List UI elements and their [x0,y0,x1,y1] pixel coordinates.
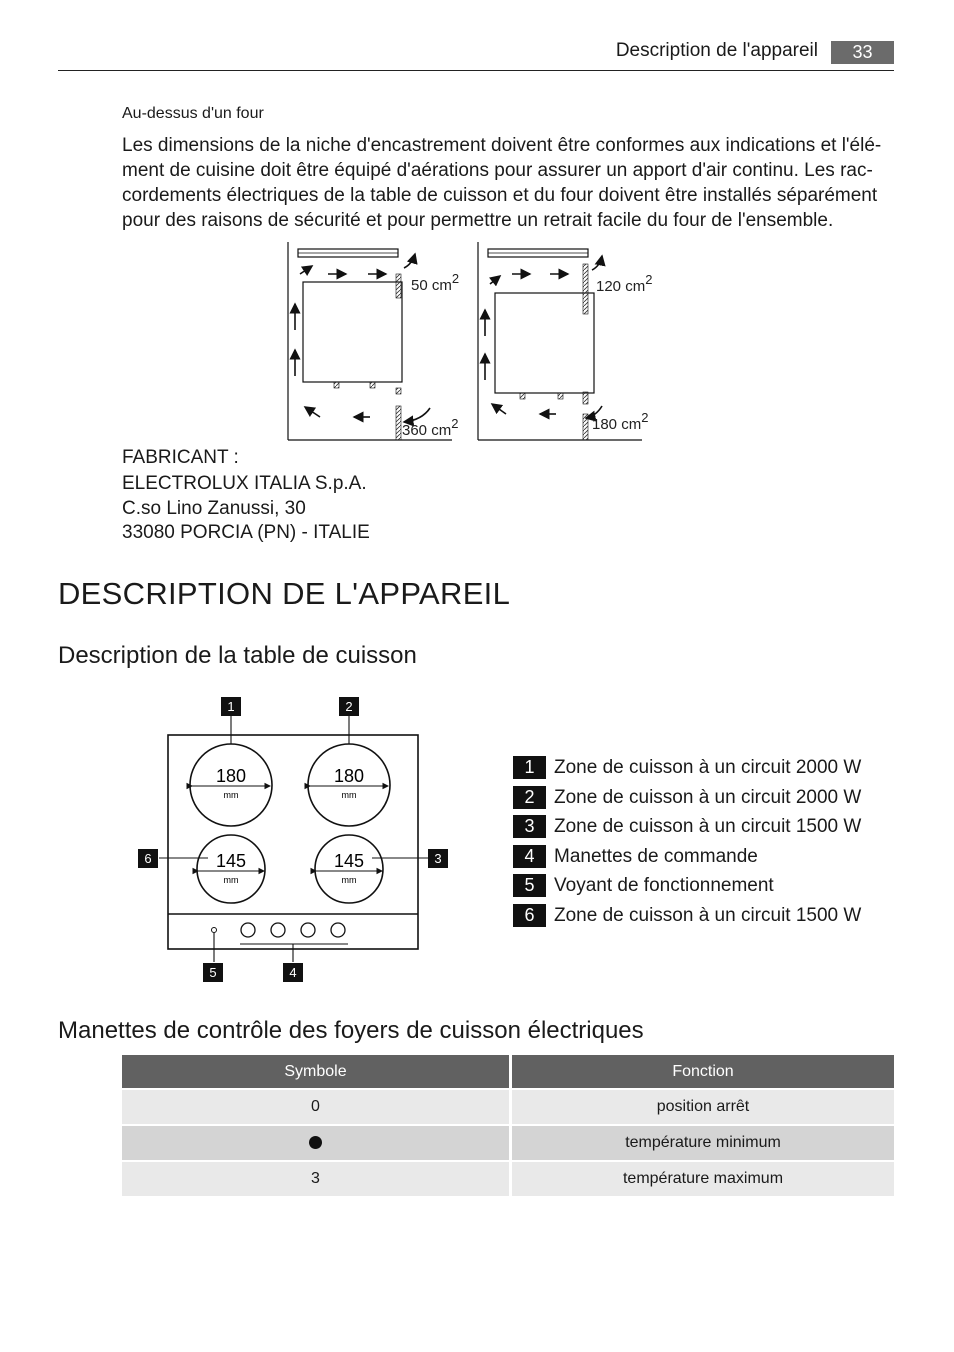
hob-diagram [130,690,466,990]
table-header-row [122,1055,894,1088]
legend-item [513,874,774,897]
legend-number: 1 [513,756,546,779]
table-header-symbol: Symbole [122,1055,512,1088]
svg-text:180 cm2 [592,410,648,433]
callout-badge-5 [203,963,223,982]
zone-1-unit: mm [223,790,239,800]
ventilation-right-bottom-exp: 2 [641,410,649,425]
manufacturer-line: C.so Lino Zanussi, 30 [122,498,306,519]
svg-text:2: 2 [345,699,353,714]
ventilation-right-top-value: 120 cm [596,278,646,295]
legend-number: 4 [513,845,546,868]
manufacturer-line: ELECTROLUX ITALIA S.p.A. [122,473,367,494]
zone-6-unit: mm [223,875,239,885]
manufacturer-title: FABRICANT : [122,447,239,468]
ventilation-left-bottom-value: 360 cm [402,422,452,439]
table-row [122,1162,894,1196]
svg-text:5: 5 [209,965,217,980]
ventilation-left-bottom-exp: 2 [451,416,459,431]
ventilation-left-unit [288,242,452,440]
zone-3-unit: mm [341,875,357,885]
zone-6-size: 145 [215,851,247,871]
manufacturer-line: 33080 PORCIA (PN) - ITALIE [122,522,370,543]
symbol-cell: 3 [122,1162,512,1196]
zone-2-size: 180 [333,766,365,786]
legend-item [513,904,861,927]
running-header-title: Description de l'appareil [615,40,818,61]
knob-icon [331,923,345,937]
symbol-cell [122,1126,512,1160]
intro-line: cordements électriques de la table de cuisson et du four doivent être installés séparément [122,185,878,206]
ventilation-left-top-value: 50 cm [411,277,452,294]
cooking-zone-1 [190,715,272,826]
page-number: 33 [831,41,894,64]
callout-badge-3 [428,849,448,868]
svg-text:3: 3 [434,851,442,866]
zone-1-size: 180 [215,766,247,786]
hob-section-title: Description de la table de cuisson [58,642,417,669]
ventilation-left-top-exp: 2 [451,271,460,286]
function-cell: position arrêt [512,1090,894,1124]
ventilation-right-bottom-value: 180 cm [592,416,642,433]
legend-number: 3 [513,815,546,838]
ventilation-right-unit [478,242,642,440]
legend-number: 2 [513,786,546,809]
controls-table [122,1053,894,1198]
svg-text:6: 6 [144,851,152,866]
svg-text:4: 4 [289,965,297,980]
legend-text: Zone de cuisson à un circuit 1500 W [554,815,862,837]
legend-item [513,786,861,809]
intro-line: pour des raisons de sécurité et pour permettre un retrait facile du four de l'ensemble. [122,210,834,231]
svg-text:50 cm2 [411,271,459,294]
intro-paragraph [122,133,887,233]
zone-2-unit: mm [341,790,357,800]
header-rule [58,70,894,71]
knob-icon [271,923,285,937]
legend-number: 6 [513,904,546,927]
table-row [122,1090,894,1124]
svg-text:1: 1 [227,699,235,714]
svg-text:360 cm2 [402,416,458,439]
intro-subheading: Au-dessus d'un four [122,105,264,122]
legend-item [513,845,758,868]
knob-icon [301,923,315,937]
legend-text: Zone de cuisson à un circuit 2000 W [554,786,862,808]
ventilation-diagram [280,238,680,443]
function-cell: température maximum [512,1162,894,1196]
controls-section-title: Manettes de contrôle des foyers de cuisson électriques [58,1017,644,1044]
ventilation-right-top-exp: 2 [645,272,653,287]
svg-text:120 cm2 [596,272,652,295]
filled-dot-icon [309,1136,322,1149]
zone-3-size: 145 [333,851,365,871]
intro-line: ment de cuisine doit être équipé d'aérations pour assurer un apport d'air continu. Les rac- [122,160,873,181]
legend-text: Voyant de fonctionnement [554,874,774,896]
symbol-cell: 0 [122,1090,512,1124]
intro-line: Les dimensions de la niche d'encastrement doivent être conformes aux indications et l'élé- [122,135,882,156]
function-cell: température minimum [512,1126,894,1160]
legend-item [513,756,861,779]
table-row [122,1126,894,1160]
callout-badge-4 [283,963,303,982]
section-title: DESCRIPTION DE L'APPAREIL [58,576,511,611]
legend-text: Zone de cuisson à un circuit 2000 W [554,756,862,778]
callout-badge-2 [339,697,359,716]
table-header-function: Fonction [512,1055,894,1088]
legend-text: Manettes de commande [554,845,758,867]
indicator-light-icon [212,928,217,933]
legend-item [513,815,861,838]
callout-badge-6 [138,849,158,868]
knob-icon [241,923,255,937]
legend-text: Zone de cuisson à un circuit 1500 W [554,904,862,926]
cooking-zone-2 [308,715,390,826]
callout-badge-1 [221,697,241,716]
legend-number: 5 [513,874,546,897]
